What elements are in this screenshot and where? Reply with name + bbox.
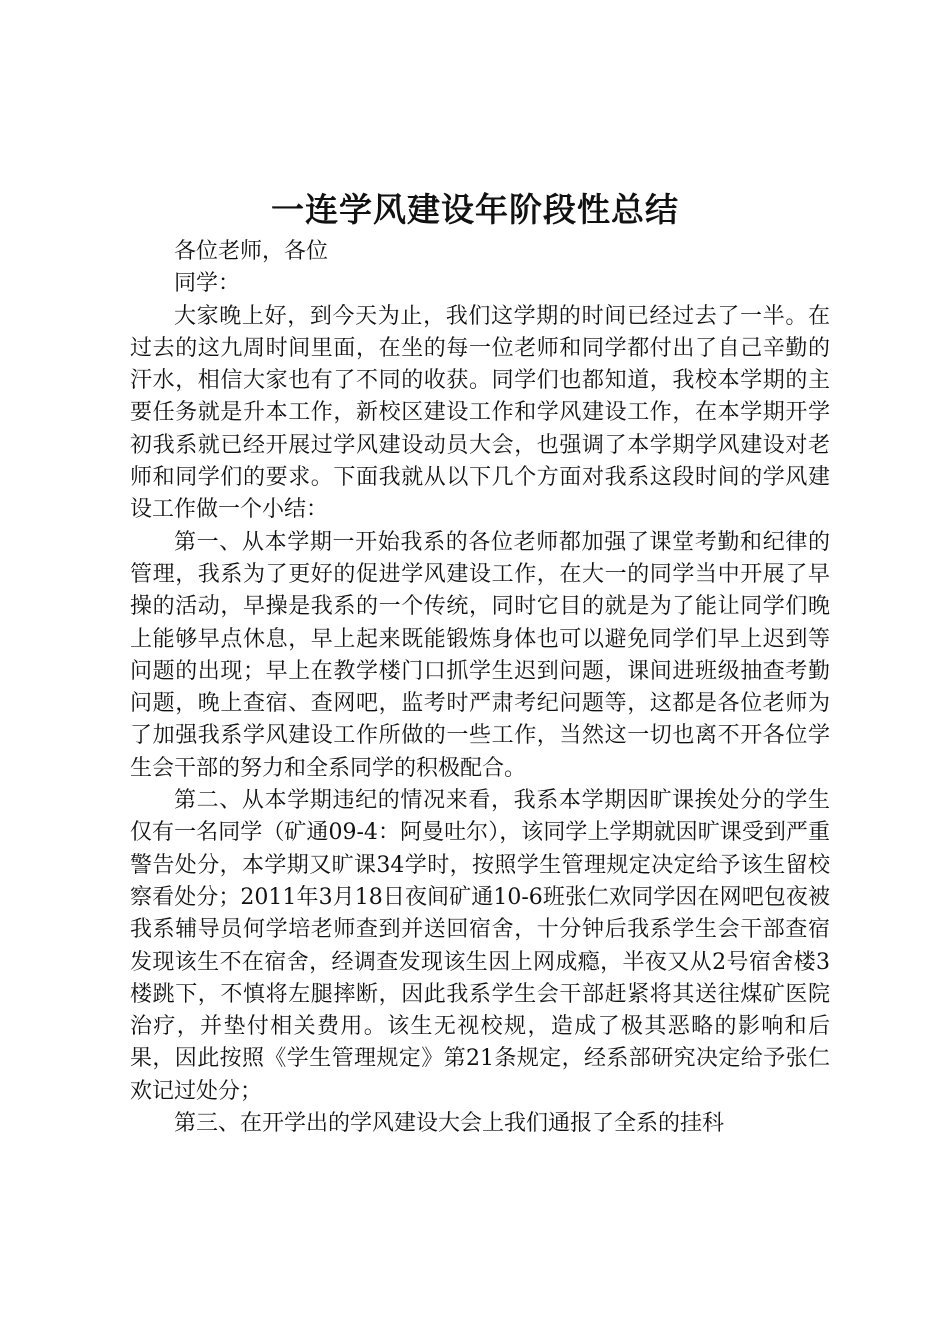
salutation-line-1: 各位老师，各位 bbox=[174, 239, 329, 264]
paragraph-intro: 大家晚上好，到今天为止，我们这学期的时间已经过去了一半。在过去的这九周时间里面，在坐的每一位老师和同学都付出了自己辛勤的汗水，相信大家也有了不同的收获。同学们也都知道，我校本学期的主要任务就是升本工作，新校区建设工作和学风建设工作，在本学期开学初我系就已经开展过学风建设动员大会，也强调了本学期学风建设对老师和同学们的要求。下面我就从以下几个方面对我系这段时间的学风建设工作做一个小结： bbox=[130, 303, 830, 523]
paragraph-second: 第二、从本学期违纪的情况来看，我系本学期因旷课挨处分的学生仅有一名同学（矿通09-4：阿曼吐尔），该同学上学期就因旷课受到严重警告处分，本学期又旷课34学时，按照学生管理规定决定给予该生留校察看处分；2011年3月18日夜间矿通10-6班张仁欢同学因在网吧包夜被我系辅导员何学培老师查到并送回宿舍，十分钟后我系学生会干部查宿发现该生不在宿舍，经调查发现该生因上网成瘾，半夜又从2号宿舍楼3楼跳下，不慎将左腿摔断，因此我系学生会干部赶紧将其送往煤矿医院治疗，并垫付相关费用。该生无视校规，造成了极其恶略的影响和后果，因此按照《学生管理规定》第21条规定，经系部研究决定给予张仁欢记过处分； bbox=[130, 788, 830, 1104]
paragraph-first: 第一、从本学期一开始我系的各位老师都加强了课堂考勤和纪律的管理，我系为了更好的促进学风建设工作，在大一的同学当中开展了早操的活动，早操是我系的一个传统，同时它目的就是为了能让同学们晚上能够早点休息，早上起来既能锻炼身体也可以避免同学们早上迟到等问题的出现；早上在教学楼门口抓学生迟到问题，课间进班级抽查考勤问题，晚上查宿、查网吧，监考时严肃考纪问题等，这都是各位老师为了加强我系学风建设工作所做的一些工作，当然这一切也离不开各位学生会干部的努力和全系同学的积极配合。 bbox=[130, 529, 830, 781]
document-body bbox=[130, 236, 830, 1140]
paragraph-third: 第三、在开学出的学风建设大会上我们通报了全系的挂科 bbox=[174, 1111, 725, 1137]
salutation-line-2: 同学： bbox=[174, 271, 241, 297]
document-title: 一连学风建设年阶段性总结 bbox=[271, 190, 679, 229]
